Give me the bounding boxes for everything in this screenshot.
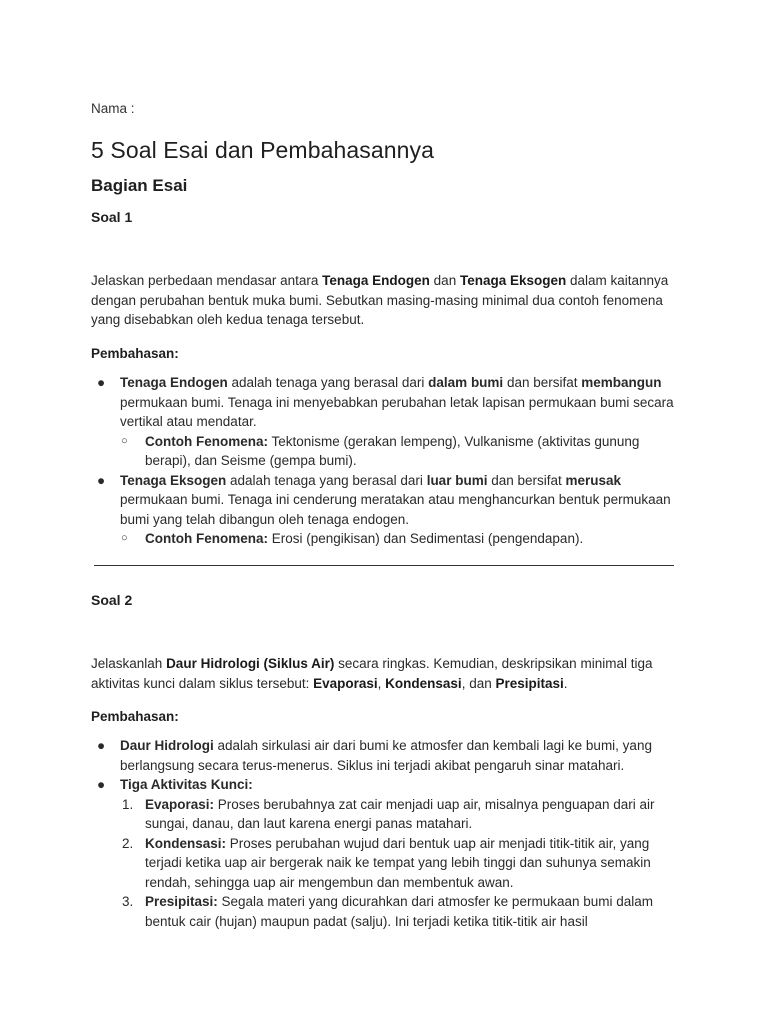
soal-2-answer-list bbox=[91, 736, 676, 931]
soal-1-answer-list bbox=[91, 373, 676, 549]
soal-1-question: Jelaskan perbedaan mendasar antara Tenaga Endogen dan Tenaga Eksogen dalam kaitannya dengan perubahan bentuk muka bumi. Sebutkan masing-masing minimal dua contoh fenomena yang disebabkan oleh kedua tenaga tersebut. bbox=[91, 273, 669, 327]
sub-list-item-text: Contoh Fenomena: Erosi (pengikisan) dan Sedimentasi (pengendapan). bbox=[145, 531, 584, 546]
list-item-text: Tenaga Endogen adalah tenaga yang berasal dari dalam bumi dan bersifat membangun permukaan bumi. Tenaga ini menyebabkan perubahan letak lapisan permukaan bumi secara vertikal atau mendatar. bbox=[120, 375, 674, 429]
list-item bbox=[91, 775, 676, 931]
sub-bullet-icon: ○ bbox=[121, 434, 128, 447]
soal-1-heading: Soal 1 bbox=[91, 209, 133, 225]
list-number: 3. bbox=[122, 894, 134, 909]
section-divider bbox=[94, 565, 674, 566]
bullet-icon: ● bbox=[97, 375, 106, 390]
soal-2-question: Jelaskanlah Daur Hidrologi (Siklus Air) secara ringkas. Kemudian, deskripsikan minimal tiga aktivitas kunci dalam siklus tersebut: Evaporasi, Kondensasi, dan Presipitasi. bbox=[91, 656, 653, 691]
list-item bbox=[91, 736, 676, 775]
numbered-list-item bbox=[91, 892, 676, 931]
list-item bbox=[91, 373, 676, 471]
soal-1-pembahasan-label: Pembahasan: bbox=[91, 346, 179, 361]
sub-list-item-text: Contoh Fenomena: Tektonisme (gerakan lempeng), Vulkanisme (aktivitas gunung berapi), dan Seisme (gempa bumi). bbox=[145, 433, 640, 468]
soal-2-heading: Soal 2 bbox=[91, 592, 133, 608]
list-number: 2. bbox=[122, 835, 134, 851]
numbered-item-text: Evaporasi: Proses berubahnya zat cair menjadi uap air, misalnya penguapan dari air sungai, danau, dan laut karena energi panas matahari. bbox=[145, 796, 655, 831]
document-title: 5 Soal Esai dan Pembahasannya bbox=[91, 137, 435, 163]
soal-2-pembahasan-label: Pembahasan: bbox=[91, 709, 179, 724]
section-heading: Bagian Esai bbox=[91, 176, 188, 195]
list-item-text: Tenaga Eksogen adalah tenaga yang berasal dari luar bumi dan bersifat merusak permukaan bumi. Tenaga ini cenderung meratakan atau menghancurkan bentuk permukaan bumi yang telah dibangun oleh tenaga endogen. bbox=[120, 472, 671, 527]
list-number: 1. bbox=[122, 796, 134, 812]
bullet-icon: ● bbox=[97, 472, 106, 488]
numbered-list-item bbox=[91, 834, 676, 893]
sub-list-item bbox=[91, 432, 676, 471]
sub-list-item bbox=[91, 529, 676, 549]
list-item bbox=[91, 471, 676, 549]
numbered-item-text: Kondensasi: Proses perubahan wujud dari bentuk uap air menjadi titik-titik air, yang terjadi ketika uap air bergerak naik ke tempat yang lebih tinggi dan suhunya semakin rendah, sehingga uap air mengembun dan membentuk awan. bbox=[145, 835, 651, 890]
numbered-list-item bbox=[91, 795, 676, 834]
list-item-text: Tiga Aktivitas Kunci: bbox=[120, 777, 253, 792]
numbered-item-text: Presipitasi: Segala materi yang dicurahkan dari atmosfer ke permukaan bumi dalam bentuk cair (hujan) maupun padat (salju). Ini terjadi ketika titik-titik air hasil bbox=[145, 894, 654, 929]
sub-bullet-icon: ○ bbox=[121, 532, 128, 544]
bullet-icon: ● bbox=[97, 777, 106, 792]
list-item-text: Daur Hidrologi adalah sirkulasi air dari bumi ke atmosfer dan kembali lagi ke bumi, yang berlangsung secara terus-menerus. Siklus ini terjadi akibat pengaruh sinar matahari. bbox=[120, 738, 652, 773]
bullet-icon: ● bbox=[97, 738, 106, 753]
nama-label: Nama : bbox=[91, 101, 135, 116]
